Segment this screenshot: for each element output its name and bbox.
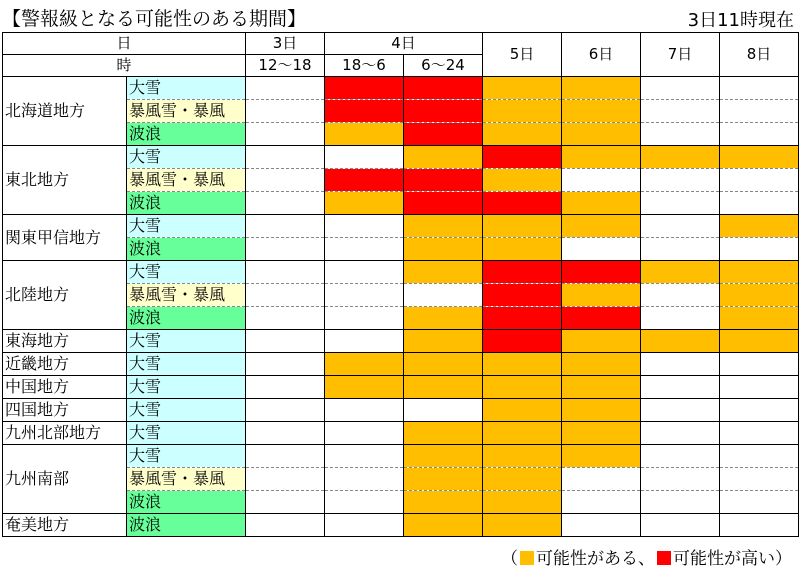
possible-cell — [483, 100, 562, 123]
empty-cell — [641, 192, 720, 215]
possible-cell — [562, 284, 641, 307]
empty-cell — [641, 468, 720, 491]
empty-cell — [246, 353, 325, 376]
phenomenon-label: 大雪 — [127, 376, 246, 399]
region-rows — [3, 77, 799, 537]
empty-cell — [720, 468, 799, 491]
empty-cell — [720, 238, 799, 261]
region-name: 東北地方 — [3, 146, 127, 215]
empty-cell — [404, 284, 483, 307]
high-possibility-cell — [404, 192, 483, 215]
hour-range-1: 12～18 — [246, 55, 325, 77]
possible-cell — [404, 330, 483, 353]
legend-close: ） — [775, 549, 792, 569]
possible-cell — [562, 215, 641, 238]
possible-cell — [404, 422, 483, 445]
legend-possible: 可能性がある、 — [536, 549, 655, 569]
empty-cell — [246, 284, 325, 307]
empty-cell — [246, 123, 325, 146]
empty-cell — [246, 514, 325, 537]
empty-cell — [246, 399, 325, 422]
region-name: 北海道地方 — [3, 77, 127, 146]
phenomenon-label: 大雪 — [127, 330, 246, 353]
empty-cell — [325, 514, 404, 537]
possible-cell — [562, 399, 641, 422]
empty-cell — [325, 261, 404, 284]
empty-cell — [641, 445, 720, 468]
empty-cell — [641, 169, 720, 192]
phenomenon-label: 大雪 — [127, 215, 246, 238]
possible-cell — [720, 330, 799, 353]
empty-cell — [325, 399, 404, 422]
possible-cell — [483, 422, 562, 445]
table-row — [3, 215, 799, 238]
empty-cell — [246, 491, 325, 514]
warning-period-table — [2, 32, 799, 537]
issued-time: 3日11時現在 — [687, 10, 794, 31]
empty-cell — [246, 261, 325, 284]
possible-cell — [325, 353, 404, 376]
empty-cell — [325, 307, 404, 330]
high-possibility-cell — [483, 261, 562, 284]
empty-cell — [325, 215, 404, 238]
region-name: 関東甲信地方 — [3, 215, 127, 261]
empty-cell — [720, 353, 799, 376]
region-name: 近畿地方 — [3, 353, 127, 376]
empty-cell — [562, 468, 641, 491]
empty-cell — [404, 399, 483, 422]
legend-high: 可能性が高い — [673, 549, 775, 569]
table-row — [3, 353, 799, 376]
possible-cell — [325, 192, 404, 215]
empty-cell — [720, 123, 799, 146]
phenomenon-label: 波浪 — [127, 514, 246, 537]
phenomenon-label: 波浪 — [127, 307, 246, 330]
possible-cell — [483, 376, 562, 399]
table-row — [3, 514, 799, 537]
high-possibility-cell — [325, 169, 404, 192]
possible-cell — [562, 445, 641, 468]
empty-cell — [641, 399, 720, 422]
empty-cell — [720, 491, 799, 514]
phenomenon-label: 波浪 — [127, 123, 246, 146]
table-row — [3, 330, 799, 353]
empty-cell — [246, 330, 325, 353]
high-possibility-cell — [404, 77, 483, 100]
high-possibility-cell — [325, 100, 404, 123]
empty-cell — [246, 307, 325, 330]
empty-cell — [246, 192, 325, 215]
high-possibility-cell — [562, 261, 641, 284]
phenomenon-label: 大雪 — [127, 261, 246, 284]
phenomenon-label: 暴風雪・暴風 — [127, 169, 246, 192]
possible-cell — [641, 330, 720, 353]
empty-cell — [246, 169, 325, 192]
legend — [501, 544, 792, 569]
hour-range-2: 18～6 — [325, 55, 404, 77]
possible-cell — [720, 261, 799, 284]
empty-cell — [562, 491, 641, 514]
possible-cell — [483, 468, 562, 491]
possible-cell — [404, 491, 483, 514]
possible-cell — [483, 399, 562, 422]
day5-header: 5日 — [483, 33, 562, 77]
possible-cell — [562, 353, 641, 376]
possible-cell — [404, 146, 483, 169]
day4-header: 4日 — [325, 33, 483, 55]
table-row — [3, 422, 799, 445]
possible-cell — [720, 284, 799, 307]
region-name: 九州南部 — [3, 445, 127, 514]
phenomenon-label: 大雪 — [127, 399, 246, 422]
empty-cell — [641, 284, 720, 307]
page-title: 【警報級となる可能性のある期間】 — [2, 8, 307, 30]
possible-cell — [404, 468, 483, 491]
high-possibility-cell — [404, 100, 483, 123]
table-row — [3, 399, 799, 422]
table-row — [3, 261, 799, 284]
possible-cell — [404, 261, 483, 284]
high-possibility-cell — [562, 307, 641, 330]
possible-cell — [404, 215, 483, 238]
phenomenon-label: 波浪 — [127, 238, 246, 261]
empty-cell — [641, 100, 720, 123]
possible-cell — [562, 77, 641, 100]
possible-cell — [483, 353, 562, 376]
empty-cell — [325, 445, 404, 468]
possible-cell — [404, 514, 483, 537]
possible-cell — [483, 491, 562, 514]
phenomenon-label: 波浪 — [127, 491, 246, 514]
phenomenon-label: 大雪 — [127, 77, 246, 100]
empty-cell — [641, 238, 720, 261]
possible-cell — [562, 422, 641, 445]
table-row — [3, 77, 799, 100]
possible-cell — [641, 146, 720, 169]
region-name: 奄美地方 — [3, 514, 127, 537]
table-row — [3, 445, 799, 468]
possible-cell — [404, 445, 483, 468]
empty-cell — [720, 100, 799, 123]
empty-cell — [641, 491, 720, 514]
high-possibility-cell — [404, 169, 483, 192]
hour-header-label: 時 — [3, 55, 246, 77]
high-possibility-cell — [483, 307, 562, 330]
possible-cell — [483, 169, 562, 192]
region-name: 四国地方 — [3, 399, 127, 422]
possible-cell — [483, 77, 562, 100]
phenomenon-label: 暴風雪・暴風 — [127, 468, 246, 491]
region-name: 九州北部地方 — [3, 422, 127, 445]
possible-cell — [483, 445, 562, 468]
empty-cell — [562, 238, 641, 261]
day6-header: 6日 — [562, 33, 641, 77]
possible-cell — [562, 100, 641, 123]
empty-cell — [562, 169, 641, 192]
empty-cell — [641, 353, 720, 376]
empty-cell — [246, 238, 325, 261]
empty-cell — [246, 422, 325, 445]
possible-cell — [404, 376, 483, 399]
empty-cell — [720, 77, 799, 100]
empty-cell — [246, 215, 325, 238]
possible-cell — [325, 376, 404, 399]
empty-cell — [720, 422, 799, 445]
high-possibility-cell — [404, 123, 483, 146]
possible-cell — [483, 238, 562, 261]
possible-cell — [404, 307, 483, 330]
possible-cell — [404, 353, 483, 376]
empty-cell — [325, 284, 404, 307]
possible-swatch — [520, 551, 534, 565]
empty-cell — [641, 376, 720, 399]
high-possibility-cell — [483, 284, 562, 307]
empty-cell — [246, 445, 325, 468]
possible-cell — [483, 123, 562, 146]
empty-cell — [325, 146, 404, 169]
empty-cell — [641, 123, 720, 146]
possible-cell — [404, 238, 483, 261]
phenomenon-label: 大雪 — [127, 146, 246, 169]
empty-cell — [720, 445, 799, 468]
empty-cell — [246, 468, 325, 491]
possible-cell — [562, 192, 641, 215]
day3-header: 3日 — [246, 33, 325, 55]
table-row — [3, 146, 799, 169]
high-possibility-cell — [483, 330, 562, 353]
legend-open: （ — [501, 549, 518, 569]
empty-cell — [246, 376, 325, 399]
possible-cell — [562, 123, 641, 146]
high-possibility-cell — [483, 146, 562, 169]
region-name: 中国地方 — [3, 376, 127, 399]
possible-cell — [325, 123, 404, 146]
empty-cell — [562, 514, 641, 537]
empty-cell — [720, 192, 799, 215]
possible-cell — [720, 307, 799, 330]
empty-cell — [325, 468, 404, 491]
high-possibility-cell — [483, 192, 562, 215]
empty-cell — [641, 514, 720, 537]
empty-cell — [325, 238, 404, 261]
possible-cell — [483, 514, 562, 537]
possible-cell — [720, 215, 799, 238]
empty-cell — [720, 169, 799, 192]
empty-cell — [641, 422, 720, 445]
phenomenon-label: 暴風雪・暴風 — [127, 100, 246, 123]
empty-cell — [246, 146, 325, 169]
phenomenon-label: 波浪 — [127, 192, 246, 215]
empty-cell — [720, 376, 799, 399]
hour-range-3: 6～24 — [404, 55, 483, 77]
possible-cell — [641, 261, 720, 284]
possible-cell — [483, 215, 562, 238]
empty-cell — [246, 77, 325, 100]
high-swatch — [657, 551, 671, 565]
empty-cell — [246, 100, 325, 123]
phenomenon-label: 大雪 — [127, 422, 246, 445]
day8-header: 8日 — [720, 33, 799, 77]
empty-cell — [641, 307, 720, 330]
possible-cell — [562, 330, 641, 353]
empty-cell — [641, 215, 720, 238]
day-header-label: 日 — [3, 33, 246, 55]
phenomenon-label: 暴風雪・暴風 — [127, 284, 246, 307]
possible-cell — [562, 376, 641, 399]
empty-cell — [325, 330, 404, 353]
empty-cell — [325, 422, 404, 445]
region-name: 北陸地方 — [3, 261, 127, 330]
possible-cell — [562, 146, 641, 169]
possible-cell — [720, 146, 799, 169]
phenomenon-label: 大雪 — [127, 445, 246, 468]
empty-cell — [325, 491, 404, 514]
table-row — [3, 376, 799, 399]
high-possibility-cell — [325, 77, 404, 100]
empty-cell — [641, 77, 720, 100]
empty-cell — [720, 399, 799, 422]
day7-header: 7日 — [641, 33, 720, 77]
phenomenon-label: 大雪 — [127, 353, 246, 376]
empty-cell — [720, 514, 799, 537]
region-name: 東海地方 — [3, 330, 127, 353]
